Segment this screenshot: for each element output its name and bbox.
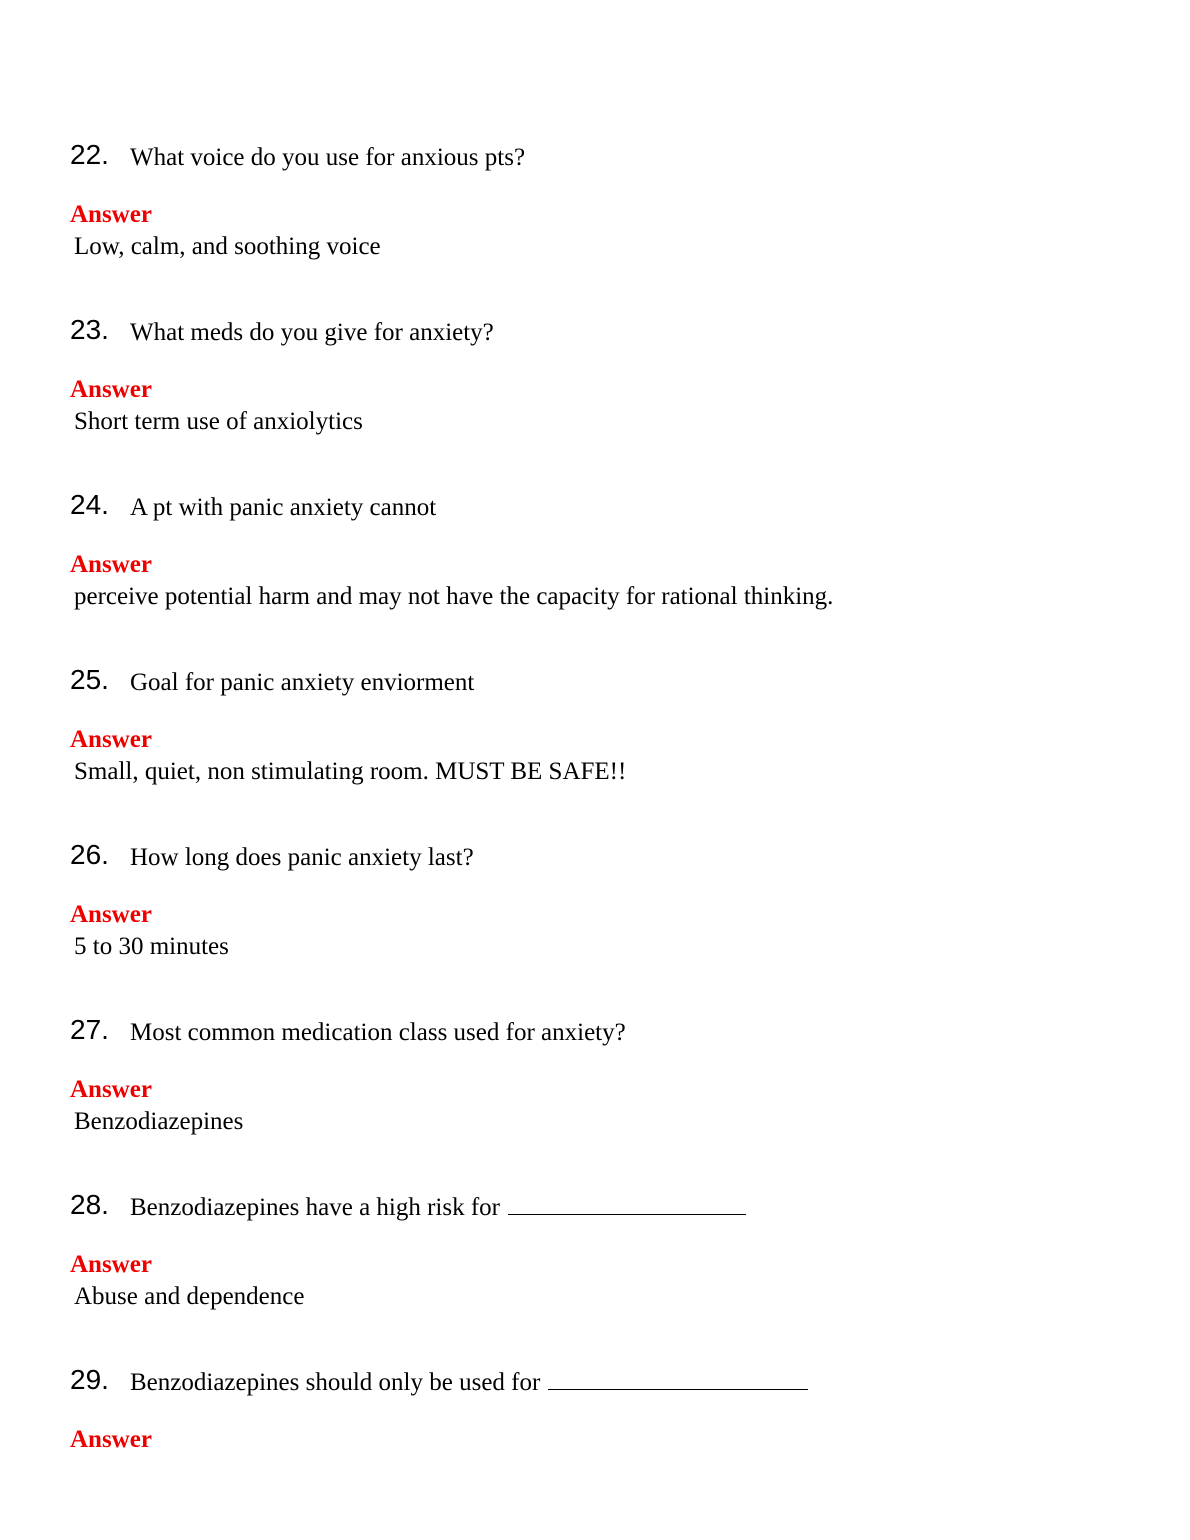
- answer-label: Answer: [70, 376, 152, 403]
- question-number: 25.: [70, 664, 109, 695]
- question-number: 23.: [70, 314, 109, 345]
- question-text-wrap: [130, 1368, 808, 1398]
- question-number: 26.: [70, 839, 109, 870]
- answer-text: Small, quiet, non stimulating room. MUST BE SAFE!!: [74, 758, 627, 785]
- question-text: What voice do you use for anxious pts?: [130, 144, 526, 171]
- answer-text: Short term use of anxiolytics: [74, 408, 363, 435]
- answer-text: Benzodiazepines: [74, 1108, 244, 1135]
- question-number: 29.: [70, 1364, 109, 1395]
- answer-label: Answer: [70, 1426, 152, 1453]
- answer-label: Answer: [70, 901, 152, 928]
- answer-text: 5 to 30 minutes: [74, 933, 229, 960]
- question-number: 24.: [70, 489, 109, 520]
- answer-label: Answer: [70, 1251, 152, 1278]
- answer-text: Abuse and dependence: [74, 1283, 305, 1310]
- question-text: Goal for panic anxiety enviorment: [130, 669, 475, 696]
- fill-in-blank: [508, 1194, 746, 1215]
- question-text: Benzodiazepines have a high risk for: [130, 1194, 501, 1221]
- answer-text: perceive potential harm and may not have the capacity for rational thinking.: [74, 583, 834, 610]
- answer-label: Answer: [70, 726, 152, 753]
- question-number: 22.: [70, 139, 109, 170]
- question-text-wrap: [130, 1193, 746, 1223]
- question-text: Most common medication class used for anxiety?: [130, 1019, 626, 1046]
- fill-in-blank: [548, 1369, 808, 1390]
- question-text: Benzodiazepines should only be used for: [130, 1369, 541, 1396]
- question-number: 28.: [70, 1189, 109, 1220]
- question-text: A pt with panic anxiety cannot: [130, 494, 437, 521]
- answer-label: Answer: [70, 201, 152, 228]
- answer-label: Answer: [70, 551, 152, 578]
- question-number: 27.: [70, 1014, 109, 1045]
- answer-text: Low, calm, and soothing voice: [74, 233, 381, 260]
- question-text: How long does panic anxiety last?: [130, 844, 474, 871]
- answer-label: Answer: [70, 1076, 152, 1103]
- question-text: What meds do you give for anxiety?: [130, 319, 494, 346]
